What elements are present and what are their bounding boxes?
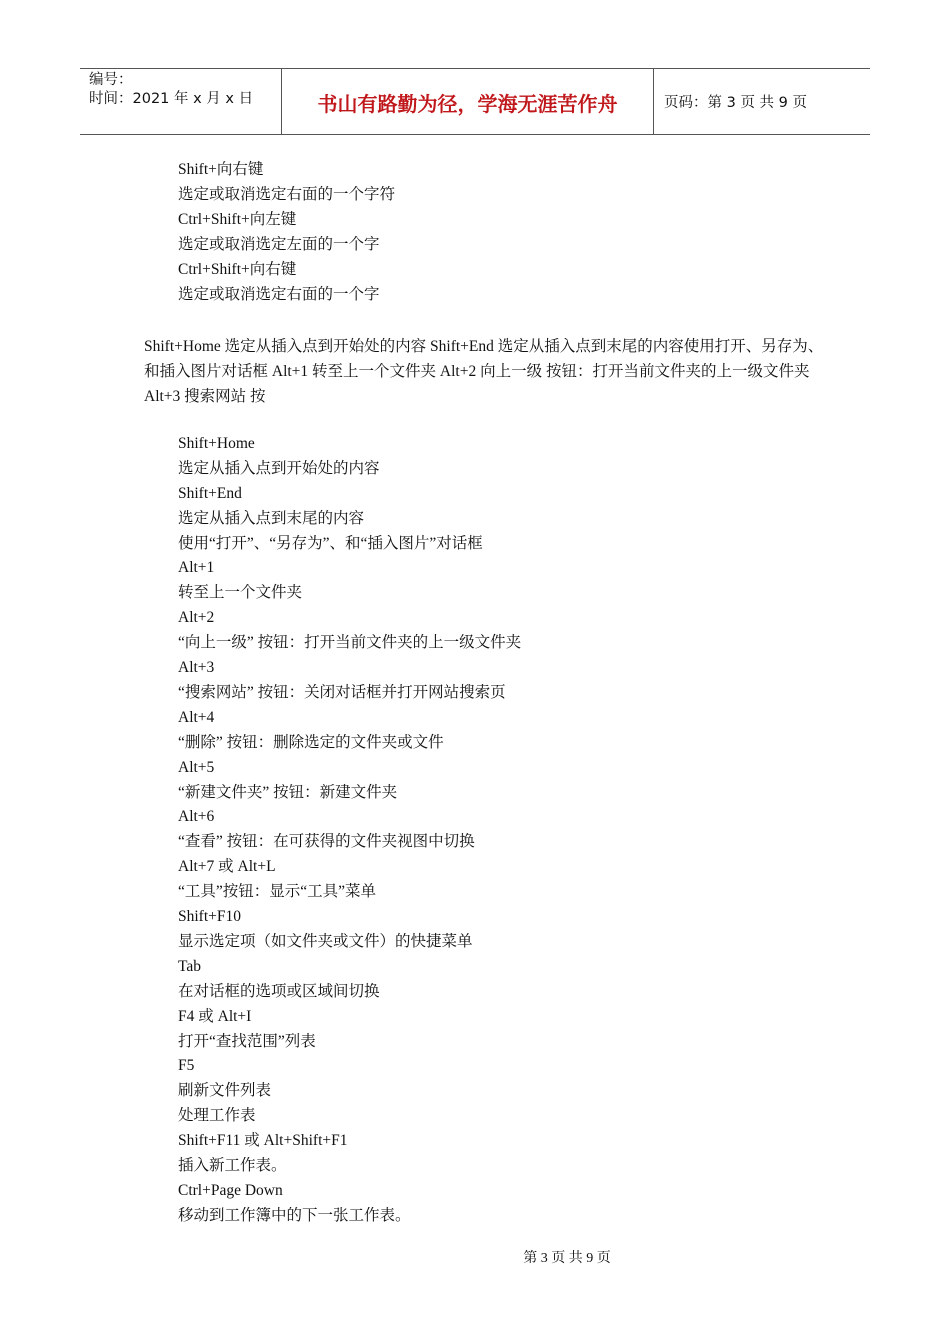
text-line: 显示选定项（如文件夹或文件）的快捷菜单 — [178, 933, 473, 950]
text-line: 选定或取消选定左面的一个字 — [178, 236, 380, 253]
text-line: “搜索网站” 按钮：关闭对话框并打开网站搜索页 — [178, 684, 506, 701]
text-line: 在对话框的选项或区域间切换 — [178, 983, 380, 1000]
text-line: 选定从插入点到末尾的内容 — [178, 510, 365, 527]
header-motto: 书山有路勤为径，学海无涯苦作舟 — [281, 69, 654, 135]
text-line: 选定或取消选定右面的一个字 — [178, 286, 380, 303]
text-line: Alt+1 — [178, 559, 215, 576]
document-date: 时间：2021 年 x 月 x 日 — [89, 91, 254, 107]
text-line: 使用“打开”、“另存为”、和“插入图片”对话框 — [178, 535, 483, 552]
text-line: 插入新工作表。 — [178, 1157, 287, 1174]
text-line: Alt+4 — [178, 709, 215, 726]
text-line: Ctrl+Shift+向右键 — [178, 261, 297, 278]
text-line: “删除” 按钮：删除选定的文件夹或文件 — [178, 734, 444, 751]
text-line: Shift+Home — [178, 435, 255, 452]
text-line: Shift+F11 或 Alt+Shift+F1 — [178, 1132, 348, 1149]
text-line: 选定从插入点到开始处的内容 — [178, 460, 380, 477]
header-page-info: 页码：第 3 页 共 9 页 — [664, 95, 807, 111]
text-line: 处理工作表 — [178, 1107, 256, 1124]
text-line: “工具”按钮：显示“工具”菜单 — [178, 883, 377, 900]
text-line: 移动到工作簿中的下一张工作表。 — [178, 1207, 411, 1224]
page-footer: 第 3 页 共 9 页 — [523, 1251, 611, 1266]
text-line: “向上一级” 按钮：打开当前文件夹的上一级文件夹 — [178, 634, 522, 651]
text-line: Alt+3 — [178, 659, 215, 676]
text-line: Alt+5 — [178, 759, 215, 776]
summary-paragraph: Shift+Home 选定从插入点到开始处的内容 Shift+End 选定从插入点到末尾的内容使用打开、另存为、和插入图片对话框 Alt+1 转至上一个文件夹 Alt+2 向上一级 按钮：打开当前文件夹的上一级文件夹 Alt+3 搜索网站 按 — [144, 338, 824, 405]
text-line: Tab — [178, 958, 202, 975]
text-line: “查看” 按钮：在可获得的文件夹视图中切换 — [178, 833, 475, 850]
text-line: Alt+6 — [178, 808, 215, 825]
text-line: Shift+F10 — [178, 908, 242, 925]
text-line: Shift+End — [178, 485, 242, 502]
text-line: Alt+7 或 Alt+L — [178, 858, 276, 875]
text-line: F5 — [178, 1057, 195, 1074]
text-line: 选定或取消选定右面的一个字符 — [178, 186, 396, 203]
text-line: F4 或 Alt+I — [178, 1008, 252, 1025]
text-line: 打开“查找范围”列表 — [178, 1033, 316, 1050]
document-number-label: 编号： — [89, 72, 133, 88]
page-header — [80, 68, 870, 135]
text-line: 转至上一个文件夹 — [178, 584, 303, 601]
header-meta — [80, 69, 281, 135]
text-line: Ctrl+Shift+向左键 — [178, 211, 297, 228]
text-line: Alt+2 — [178, 609, 215, 626]
text-line: Ctrl+Page Down — [178, 1182, 283, 1199]
text-line: “新建文件夹” 按钮：新建文件夹 — [178, 784, 398, 801]
text-line: Shift+向右键 — [178, 161, 264, 178]
text-line: 刷新文件列表 — [178, 1082, 272, 1099]
